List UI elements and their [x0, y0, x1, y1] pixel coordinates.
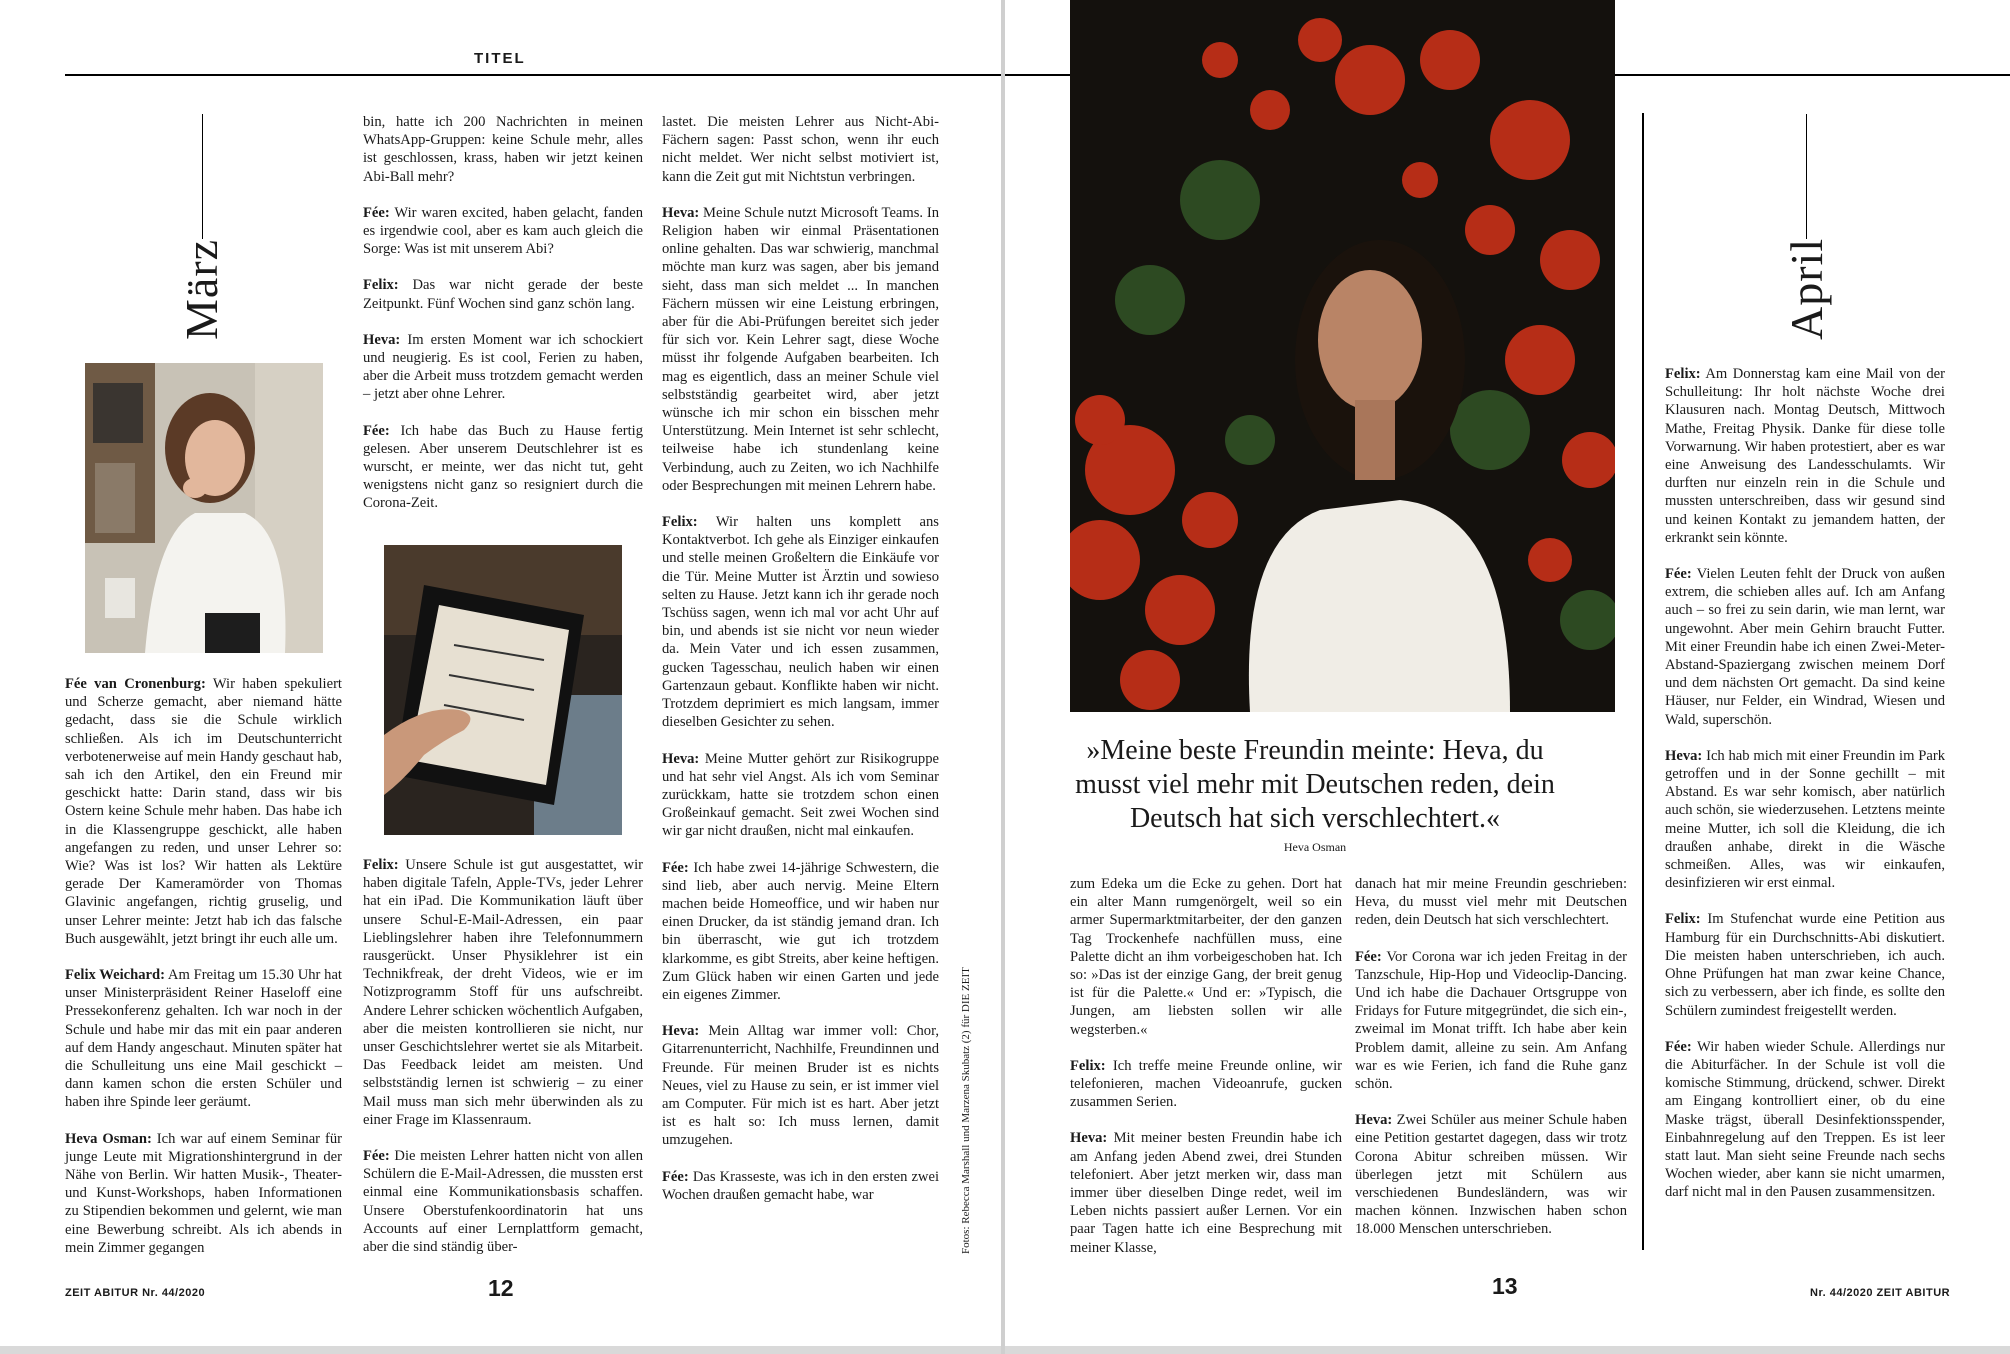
footer-publication: ZEIT ABITUR Nr. 44/2020: [65, 1287, 206, 1299]
paragraph: Fée: Das Krasseste, was ich in den ersten zwei Wochen draußen gemacht habe, war: [662, 1168, 939, 1203]
pull-quote-author: Heva Osman: [1283, 840, 1347, 854]
paragraph: Felix: Im Stufenchat wurde eine Petition aus Hamburg für ein Durchschnitts-Abi diskutiert. Die meisten haben unterschrieben, ich auch. Ohne Prüfungen hat man zwar keine Chance, sich zu verbessern, aber ich finde, es sollte den Schülern zumindest freigestellt werden.: [1665, 911, 1945, 1019]
footer-publication: Nr. 44/2020 ZEIT ABITUR: [1810, 1287, 1951, 1299]
left-col-3: [662, 113, 939, 1222]
month-rule: [1806, 114, 1807, 239]
tablet-photo: [384, 545, 622, 835]
paragraph: Fée van Cronenburg: Wir haben spekuliert und Scherze gemacht, aber niemand hätte gedacht, dass sie die Schule wirklich schließen. Als ich im Deutschunterricht verbotenerweise auf mein Handy geschaut hab, sah ich den Artikel, den ein Freund mir geschickt hatte: Darin stand, dass wir bis Ostern keine Schule mehr haben. Das habe ich in die Klassengruppe geschickt, alle haben angefangen zu reden, und unser Lehrer so: Wie? Was ist los? Wir hatten als Lektüre gerade Der Kameramörder von Thomas Glavinic angefangen, richtig gruselig, und unser Lehrer meinte: Jetzt hab ich das falsche Buch ausgewählt, jetzt bringt ihr euch alle um.: [65, 676, 342, 947]
paragraph: Heva Osman: Ich war auf einem Seminar für junge Leute mit Migrationshintergrund in der Nähe von Berlin. Wir hatten Musik-, Theater- und Kunst-Workshops, haben Informationen zu Stipendien bekommen und gelernt, wie man eine Bewerbung schreibt. Als ich abends in mein Zimmer gegangen: [65, 1130, 342, 1256]
portrait-fee-photo: [85, 363, 323, 653]
paragraph: Fée: Vor Corona war ich jeden Freitag in der Tanzschule, Hip-Hop und Videoclip-Dancing. Und ich habe die Dachauer Ortsgruppe von Fridays for Future mitgegründet, die sich ein-, zweimal im Monat trifft. Ich habe aber kein Problem damit, alleine zu sein. Am Anfang war es wie Ferien, ich fand die Ruhe ganz schön.: [1355, 948, 1627, 1093]
left-col-1: [65, 675, 342, 1275]
portrait-heva-photo: [1070, 0, 1615, 712]
paragraph: Fée: Wir waren excited, haben gelacht, fanden es irgendwie cool, aber es kam auch gleich die Sorge: Was ist mit unserem Abi?: [363, 204, 643, 258]
page-number: 13: [1492, 1273, 1518, 1299]
right-page: [1005, 0, 2010, 1346]
paragraph: Felix: Unsere Schule ist gut ausgestattet, wir haben digitale Tafeln, Apple-TVs, jeder Lehrer hat ein iPad. Die Kommunikation läuft über unsere Schul-E-Mail-Adressen, ein paar Lieblingslehrer haben ihre Telefonnummern rausgerückt. Unser Physiklehrer ist ein Technikfreak, der dreht Videos, wie er im Notizprogramm Stoff für uns aufschreibt. Andere Lehrer schicken wöchentlich Aufgaben, aber die meisten kontrollieren sie nicht, nur unser Geschichtslehrer wertet sie als Mitarbeit. Das Feedback leidet am meisten. Und selbstständig lernen ist schwierig – zu einer Mail muss man sich mehr überwinden als zu einer Frage im Klassenraum.: [363, 857, 643, 1128]
month-rule: [202, 114, 203, 239]
paragraph: Felix: Das war nicht gerade der beste Zeitpunkt. Fünf Wochen sind ganz schön lang.: [363, 277, 643, 312]
paragraph: Fée: Ich habe zwei 14-jährige Schwestern, die sind lieb, aber auch nervig. Meine Eltern machen beide Homeoffice, und wir haben nur einen Drucker, da ist ständig jemand dran. Ich bin überrascht, wie gut ich trotzdem klarkomme, es gibt Streits, aber keine heftigen. Zum Glück haben wir einen Garten und jede ein eigenes Zimmer.: [662, 859, 939, 1003]
left-col-2-bottom: [363, 856, 643, 1274]
left-page: [0, 0, 1001, 1346]
header-rule: [65, 74, 1001, 76]
paragraph: Heva: Mit meiner besten Freundin habe ich am Anfang jeden Abend zwei, drei Stunden telefoniert. Aber jetzt merken wir, dass man immer über dieselben Dinge redet, weil im Leben nichts passiert außer Lernen. Vor ein paar Tagen hatte ich eine Besprechung mit meiner Klasse,: [1070, 1130, 1342, 1256]
paragraph: Fée: Ich habe das Buch zu Hause fertig gelesen. Aber unserem Deutschlehrer ist es wurscht, er meinte, wer das nicht tut, geht wenigstens nicht ganz so resigniert durch die Corona-Zeit.: [363, 422, 643, 512]
paragraph: Felix Weichard: Am Freitag um 15.30 Uhr hat unser Ministerpräsident Reiner Haseloff eine Pressekonferenz gehalten. Ich war noch in der Schule und habe mir das mit ein paar anderen auf dem Handy angeschaut. Minuten später hat die Schulleitung uns eine Mail geschickt – dann kamen schon die ersten Schüler und haben ihre Spinde leer geräumt.: [65, 967, 342, 1111]
section-label: TITEL: [474, 50, 526, 67]
photo-credit: Fotos: Rebecca Marshall und Marzena Skubatz (2) für DIE ZEIT: [960, 967, 972, 1254]
column-rule: [1642, 113, 1644, 1250]
paragraph: danach hat mir meine Freundin geschrieben: Heva, du musst viel mehr mit Deutschen reden, dein Deutsch hat sich verschlechtert.: [1355, 876, 1627, 929]
paragraph: Felix: Am Donnerstag kam eine Mail von der Schulleitung: Ihr holt nächste Woche drei Klausuren nach. Montag Deutsch, Mittwoch Mathe, Freitag Physik. Danke für diese tolle Vorwarnung. Wir haben protestiert, aber es war eine Anweisung des Landesschulamts. Wir durften nur einzeln rein in die Schule und mussten unterschreiben, dass wir gesund sind und keinen Kontakt zu jemandem hatten, der erkrankt sein könnte.: [1665, 366, 1945, 546]
right-col-1: [1070, 875, 1342, 1275]
paragraph: Heva: Zwei Schüler aus meiner Schule haben eine Petition gestartet dagegen, dass wir trotz Corona Abitur schreiben müssen. Wir überlegen jetzt mit Schülern aus verschiedenen Bundesländern, was wir machen können. Inzwischen haben schon 18.000 Menschen unterschrieben.: [1355, 1112, 1627, 1238]
right-col-3: [1665, 365, 1945, 1220]
paragraph: Felix: Wir halten uns komplett ans Kontaktverbot. Ich gehe als Einziger einkaufen und stelle meinen Großeltern die Einkäufe vor die Tür. Meine Mutter ist Ärztin und sowieso selten zu Hause. Jetzt kann ich ihr gerade noch Tschüss sagen, wenn ich mal vor acht Uhr auf bin, und abends ist sie nicht vor neun wieder da. Mein Vater und ich essen zusammen, gucken Tagesschau, neulich haben wir einen Gartenzaun gebaut. Konflikte haben wir nicht. Trotzdem deprimiert es mich langsam, immer dieselben Gesichter zu sehen.: [662, 514, 939, 731]
paragraph: Heva: Im ersten Moment war ich schockiert und neugierig. Es ist cool, Ferien zu haben, aber die Arbeit muss trotzdem gemacht werden – jetzt aber ohne Lehrer.: [363, 331, 643, 403]
paragraph: Heva: Mein Alltag war immer voll: Chor, Gitarrenunterricht, Nachhilfe, Freundinnen und Freunde. Für meinen Bruder ist es nichts Neues, viel zu Hause zu sein, er ist immer viel am Computer. Für mich ist es hart. Aber jetzt ist es halt so: Ich muss lernen, damit umzugehen.: [662, 1023, 939, 1149]
paragraph: Heva: Meine Mutter gehört zur Risikogruppe und hat sehr viel Angst. Als ich vom Seminar zurückkam, hatte sie trotzdem schon einen Großeinkauf gemacht. Seit zwei Wochen sind wir gar nicht draußen, nicht mal einkaufen.: [662, 750, 939, 840]
paragraph: Fée: Wir haben wieder Schule. Allerdings nur die Abiturfächer. In der Schule ist voll die komische Stimmung, drückend, schwer. Direkt am Eingang kontrolliert einer, ob du eine Maske trägst, überall Desinfektionsspender, Einbahnregelung auf den Treppen. Es ist leer statt laut. Man sieht seine Freunde nach sechs Wochen wieder, aber kann sie nicht umarmen, darf nicht mal in den Pausen zusammensitzen.: [1665, 1038, 1945, 1201]
paragraph: Fée: Die meisten Lehrer hatten nicht von allen Schülern die E-Mail-Adressen, die mussten erst einmal eine Kommunikationsbasis schaffen. Unsere Oberstufenkoordinatorin hat uns Accounts auf einer Lernplattform gemacht, aber die sind ständig über-: [363, 1148, 643, 1256]
left-col-2-top: [363, 113, 643, 531]
paragraph: bin, hatte ich 200 Nachrichten in meinen WhatsApp-Gruppen: keine Schule mehr, alles ist geschlossen, krass, haben wir jetzt keinen Abi-Ball mehr?: [363, 114, 643, 185]
month-label-march: März: [176, 238, 227, 340]
paragraph: Heva: Ich hab mich mit einer Freundin im Park getroffen und in der Sonne gechillt – mit Abstand. Es war sehr komisch, aber natürlich auch schön, sie wiederzusehen. Letztens meinte meine Mutter, ich soll die Kleidung, die ich draußen anhabe, direkt in die Wäsche schmeißen. Alles, was wir einkaufen, desinfizieren wir erst einmal.: [1665, 747, 1945, 892]
paragraph: lastet. Die meisten Lehrer aus Nicht-Abi-Fächern sagen: Passt schon, wenn ihr euch nicht meldet. Wer nicht selbst motiviert ist, kann die Zeit gut mit Nichtstun verbringen.: [662, 114, 939, 185]
paragraph: Heva: Meine Schule nutzt Microsoft Teams. In Religion haben wir einmal Präsentationen online gehalten. Das war schwierig, manchmal möchte man kurz was sagen, aber bis jemand sieht, dass man sich meldet ... In manchen Fächern müssen wir eine Leistung erbringen, aber für die Abi-Prüfungen bereitet sich jeder für sich vor. Kein Lehrer sagt, diese Woche müsst ihr folgende Aufgaben bearbeiten. Ich mag es eigentlich, dass an meiner Schule viel selbstständig gearbeitet wird, aber jetzt wünsche ich mir schon ein bisschen mehr Unterstützung. Mein Internet ist sehr schlecht, teilweise habe ich stundenlang keine Verbindung, auch zu Zeiten, wo ich Nachhilfe oder Besprechungen mit meinen Lehrern habe.: [662, 204, 939, 494]
page-number: 12: [488, 1275, 514, 1301]
month-label-april: April: [1781, 237, 1832, 340]
right-col-2: [1355, 875, 1627, 1257]
paragraph: Felix: Ich treffe meine Freunde online, wir telefonieren, machen Videoanrufe, gucken zusammen Serien.: [1070, 1057, 1342, 1111]
pull-quote: »Meine beste Freundin meinte: Heva, du musst viel mehr mit Deutschen reden, dein Deutsch hat sich verschlechtert.«: [1075, 735, 1555, 834]
paragraph: Fée: Vielen Leuten fehlt der Druck von außen extrem, die schieben alles auf. Ich am Anfang auch – so frei zu sein darin, wie man lernt, war ungewohnt. Aber mein Gehirn braucht Futter. Mit einer Freundin habe ich einen Zwei-Meter-Abstand-Spaziergang zwischen meinem Dorf und dem nächsten Ort gemacht. Da sind keine Häuser, nur Felder, ein Windrad, Wiesen und Wald, superschön.: [1665, 566, 1945, 728]
paragraph: zum Edeka um die Ecke zu gehen. Dort hat ein alter Mann rumgenörgelt, weil so ein armer Supermarktmitarbeiter, der den ganzen Tag Trockenhefe nachfüllen muss, eine Palette dicht an ihm vorbeigeschoben hat. Ich so: »Das ist der einzige Gang, der breit genug ist für die Palette.« Und er: »Typisch, die Jungen, am liebsten sollen wir alle wegsterben.«: [1070, 876, 1342, 1038]
